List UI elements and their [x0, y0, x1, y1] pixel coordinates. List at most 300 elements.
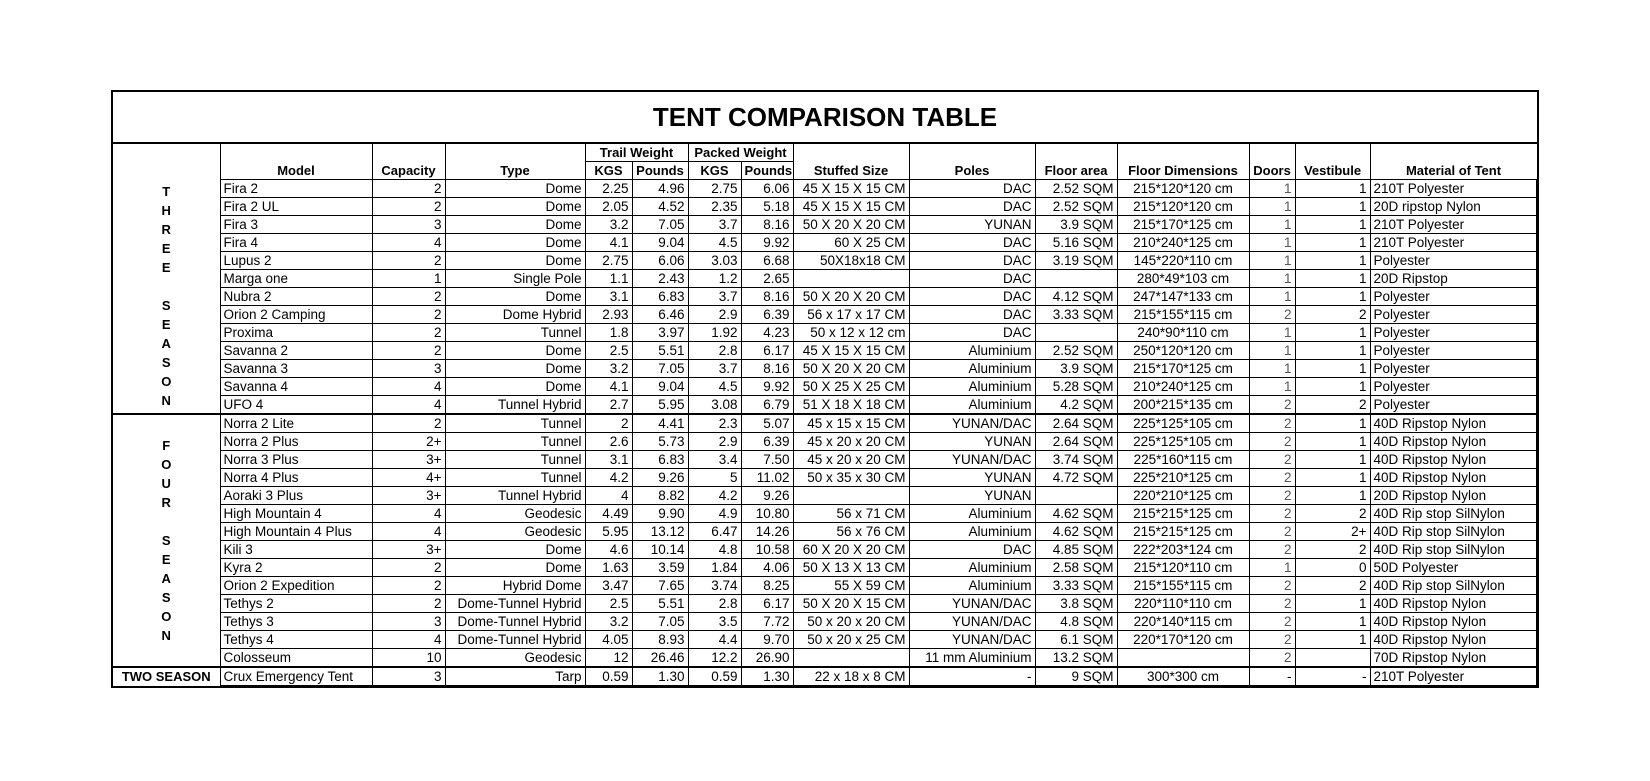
cell-vestibule: 1	[1295, 324, 1370, 342]
cell-floor-area: 6.1 SQM	[1035, 631, 1117, 649]
table-row	[113, 342, 1537, 360]
cell-doors: 2	[1249, 505, 1295, 523]
table-row	[113, 487, 1537, 505]
cell-type: Geodesic	[445, 523, 585, 541]
table-row	[113, 270, 1537, 288]
cell-floor-dimensions: 247*147*133 cm	[1117, 288, 1249, 306]
cell-material: 210T Polyester	[1370, 667, 1536, 686]
cell-stuffed-size: 56 x 71 CM	[793, 505, 909, 523]
cell-capacity: 2	[372, 288, 445, 306]
cell-trail-pounds: 6.06	[632, 252, 688, 270]
cell-type: Dome	[445, 234, 585, 252]
cell-packed-pounds: 6.17	[741, 595, 793, 613]
cell-capacity: 2	[372, 577, 445, 595]
cell-material: 70D Ripstop Nylon	[1370, 649, 1536, 668]
cell-floor-dimensions: 220*170*120 cm	[1117, 631, 1249, 649]
cell-floor-dimensions: 250*120*120 cm	[1117, 342, 1249, 360]
cell-capacity: 3+	[372, 451, 445, 469]
cell-packed-kgs: 3.4	[688, 451, 741, 469]
cell-packed-kgs: 0.59	[688, 667, 741, 686]
table-row	[113, 234, 1537, 252]
cell-poles: DAC	[909, 252, 1035, 270]
cell-floor-area	[1035, 487, 1117, 505]
cell-type: Dome	[445, 252, 585, 270]
cell-stuffed-size	[793, 649, 909, 668]
cell-type: Dome	[445, 180, 585, 198]
cell-material: Polyester	[1370, 342, 1536, 360]
cell-vestibule: 1	[1295, 613, 1370, 631]
cell-packed-kgs: 3.7	[688, 216, 741, 234]
cell-type: Dome-Tunnel Hybrid	[445, 595, 585, 613]
cell-model: Orion 2 Expedition	[220, 577, 372, 595]
cell-floor-area: 5.16 SQM	[1035, 234, 1117, 252]
cell-packed-pounds: 6.06	[741, 180, 793, 198]
cell-material: 40D Ripstop Nylon	[1370, 613, 1536, 631]
cell-vestibule: 2	[1295, 541, 1370, 559]
cell-floor-area: 13.2 SQM	[1035, 649, 1117, 668]
cell-doors: 1	[1249, 252, 1295, 270]
cell-type: Geodesic	[445, 649, 585, 668]
cell-vestibule: 1	[1295, 378, 1370, 396]
cell-floor-dimensions: 215*120*110 cm	[1117, 559, 1249, 577]
cell-packed-pounds: 5.07	[741, 414, 793, 433]
season-letter: S	[161, 298, 171, 314]
cell-floor-dimensions: 222*203*124 cm	[1117, 541, 1249, 559]
cell-trail-kgs: 3.2	[585, 613, 632, 631]
cell-poles: YUNAN/DAC	[909, 451, 1035, 469]
cell-model: Fira 3	[220, 216, 372, 234]
season-letter: O	[161, 609, 172, 624]
cell-material: 40D Rip stop SilNylon	[1370, 577, 1536, 595]
cell-doors: 1	[1249, 324, 1295, 342]
table-row	[113, 198, 1537, 216]
cell-trail-kgs: 3.47	[585, 577, 632, 595]
cell-packed-pounds: 8.16	[741, 360, 793, 378]
season-letter: S	[161, 355, 171, 371]
cell-packed-kgs: 12.2	[688, 649, 741, 668]
cell-stuffed-size: 56 x 76 CM	[793, 523, 909, 541]
cell-capacity: 2	[372, 324, 445, 342]
cell-trail-kgs: 4.6	[585, 541, 632, 559]
cell-trail-kgs: 4	[585, 487, 632, 505]
table-row	[113, 378, 1537, 396]
season-letter: O	[161, 457, 172, 472]
cell-trail-kgs: 3.2	[585, 360, 632, 378]
cell-trail-pounds: 9.04	[632, 378, 688, 396]
table-row	[113, 451, 1537, 469]
cell-floor-area: 2.52 SQM	[1035, 180, 1117, 198]
cell-packed-pounds: 8.16	[741, 288, 793, 306]
cell-packed-pounds: 9.70	[741, 631, 793, 649]
cell-vestibule	[1295, 649, 1370, 668]
cell-trail-kgs: 1.8	[585, 324, 632, 342]
cell-packed-kgs: 2.35	[688, 198, 741, 216]
cell-vestibule: 1	[1295, 216, 1370, 234]
cell-floor-area: 3.33 SQM	[1035, 577, 1117, 595]
cell-vestibule: 1	[1295, 469, 1370, 487]
season-letter: A	[161, 571, 171, 586]
cell-trail-kgs: 0.59	[585, 667, 632, 686]
cell-doors: 1	[1249, 360, 1295, 378]
cell-packed-kgs: 2.75	[688, 180, 741, 198]
cell-packed-pounds: 9.26	[741, 487, 793, 505]
cell-model: Savanna 4	[220, 378, 372, 396]
cell-vestibule: 2	[1295, 505, 1370, 523]
cell-model: Kyra 2	[220, 559, 372, 577]
cell-trail-kgs: 4.1	[585, 378, 632, 396]
cell-type: Tunnel	[445, 324, 585, 342]
cell-capacity: 4	[372, 234, 445, 252]
cell-floor-area: 2.52 SQM	[1035, 342, 1117, 360]
cell-material: Polyester	[1370, 306, 1536, 324]
cell-type: Tunnel	[445, 451, 585, 469]
cell-capacity: 2+	[372, 433, 445, 451]
cell-vestibule: 2	[1295, 306, 1370, 324]
cell-model: Nubra 2	[220, 288, 372, 306]
cell-stuffed-size: 60 X 25 CM	[793, 234, 909, 252]
cell-capacity: 2	[372, 559, 445, 577]
cell-floor-area: 4.62 SQM	[1035, 523, 1117, 541]
cell-model: High Mountain 4 Plus	[220, 523, 372, 541]
cell-capacity: 4	[372, 523, 445, 541]
cell-poles: Aluminium	[909, 342, 1035, 360]
table-row	[113, 306, 1537, 324]
cell-trail-kgs: 2.93	[585, 306, 632, 324]
cell-material: 210T Polyester	[1370, 180, 1536, 198]
cell-model: Crux Emergency Tent	[220, 667, 372, 686]
cell-model: Marga one	[220, 270, 372, 288]
cell-vestibule: 1	[1295, 360, 1370, 378]
cell-poles: YUNAN	[909, 487, 1035, 505]
cell-floor-area: 4.2 SQM	[1035, 396, 1117, 415]
cell-packed-kgs: 2.8	[688, 595, 741, 613]
cell-floor-dimensions: 225*125*105 cm	[1117, 433, 1249, 451]
cell-model: Fira 2	[220, 180, 372, 198]
cell-doors: 1	[1249, 378, 1295, 396]
cell-trail-kgs: 1.63	[585, 559, 632, 577]
cell-model: Savanna 2	[220, 342, 372, 360]
cell-material: Polyester	[1370, 378, 1536, 396]
cell-trail-pounds: 9.04	[632, 234, 688, 252]
doors-header: Doors	[1249, 162, 1295, 180]
cell-floor-dimensions: 225*125*105 cm	[1117, 414, 1249, 433]
cell-trail-pounds: 1.30	[632, 667, 688, 686]
cell-doors: 2	[1249, 541, 1295, 559]
cell-packed-pounds: 9.92	[741, 378, 793, 396]
cell-capacity: 1	[372, 270, 445, 288]
cell-material: 40D Rip stop SilNylon	[1370, 523, 1536, 541]
cell-vestibule: 1	[1295, 414, 1370, 433]
packed-kgs-header: KGS	[688, 162, 741, 180]
cell-packed-pounds: 6.17	[741, 342, 793, 360]
cell-vestibule: 1	[1295, 433, 1370, 451]
cell-material: Polyester	[1370, 360, 1536, 378]
cell-packed-pounds: 6.39	[741, 306, 793, 324]
trail-pounds-header: Pounds	[632, 162, 688, 180]
cell-poles: -	[909, 667, 1035, 686]
season-group-label	[113, 414, 220, 667]
cell-capacity: 2	[372, 180, 445, 198]
cell-packed-pounds: 4.06	[741, 559, 793, 577]
cell-trail-kgs: 2.6	[585, 433, 632, 451]
table-row	[113, 649, 1537, 668]
cell-material: Polyester	[1370, 288, 1536, 306]
cell-doors: 2	[1249, 577, 1295, 595]
cell-trail-kgs: 3.1	[585, 288, 632, 306]
cell-trail-pounds: 10.14	[632, 541, 688, 559]
cell-poles: YUNAN/DAC	[909, 631, 1035, 649]
season-letter: T	[162, 184, 171, 200]
cell-type: Tunnel Hybrid	[445, 487, 585, 505]
cell-poles: Aluminium	[909, 505, 1035, 523]
cell-trail-pounds: 4.96	[632, 180, 688, 198]
cell-doors: 1	[1249, 234, 1295, 252]
cell-trail-pounds: 6.83	[632, 451, 688, 469]
cell-doors: 2	[1249, 396, 1295, 415]
season-letter: F	[162, 438, 171, 453]
cell-trail-pounds: 7.65	[632, 577, 688, 595]
cell-model: Tethys 2	[220, 595, 372, 613]
comparison-table	[113, 144, 1537, 686]
cell-packed-kgs: 2.8	[688, 342, 741, 360]
cell-packed-pounds: 7.50	[741, 451, 793, 469]
trail-kgs-header: KGS	[585, 162, 632, 180]
cell-floor-dimensions	[1117, 649, 1249, 668]
cell-packed-kgs: 1.2	[688, 270, 741, 288]
cell-capacity: 2	[372, 198, 445, 216]
cell-doors: 1	[1249, 216, 1295, 234]
cell-trail-pounds: 5.51	[632, 342, 688, 360]
cell-floor-dimensions: 215*215*125 cm	[1117, 523, 1249, 541]
cell-material: 210T Polyester	[1370, 234, 1536, 252]
cell-material: 40D Ripstop Nylon	[1370, 451, 1536, 469]
cell-poles: YUNAN/DAC	[909, 414, 1035, 433]
cell-material: 50D Polyester	[1370, 559, 1536, 577]
cell-packed-kgs: 4.8	[688, 541, 741, 559]
cell-capacity: 4	[372, 505, 445, 523]
cell-capacity: 2	[372, 306, 445, 324]
cell-vestibule: 1	[1295, 342, 1370, 360]
cell-poles: YUNAN	[909, 433, 1035, 451]
cell-vestibule: 1	[1295, 180, 1370, 198]
cell-vestibule: 1	[1295, 487, 1370, 505]
cell-floor-area: 4.85 SQM	[1035, 541, 1117, 559]
material-header: Material of Tent	[1370, 162, 1536, 180]
tent-comparison-sheet	[111, 90, 1539, 688]
cell-type: Dome	[445, 216, 585, 234]
cell-floor-dimensions: 220*110*110 cm	[1117, 595, 1249, 613]
cell-stuffed-size: 45 x 20 x 20 CM	[793, 433, 909, 451]
cell-packed-kgs: 4.5	[688, 378, 741, 396]
cell-packed-pounds: 10.80	[741, 505, 793, 523]
cell-trail-kgs: 2	[585, 414, 632, 433]
cell-trail-kgs: 2.7	[585, 396, 632, 415]
cell-material: 40D Ripstop Nylon	[1370, 631, 1536, 649]
floor-dimensions-header: Floor Dimensions	[1117, 162, 1249, 180]
cell-model: Norra 2 Plus	[220, 433, 372, 451]
cell-type: Dome	[445, 342, 585, 360]
cell-packed-pounds: 4.23	[741, 324, 793, 342]
cell-type: Tunnel	[445, 414, 585, 433]
cell-packed-kgs: 2.3	[688, 414, 741, 433]
cell-stuffed-size: 45 X 15 X 15 CM	[793, 198, 909, 216]
cell-stuffed-size: 51 X 18 X 18 CM	[793, 396, 909, 415]
cell-vestibule: 1	[1295, 252, 1370, 270]
cell-material: 20D Ripstop Nylon	[1370, 487, 1536, 505]
cell-vestibule: 1	[1295, 595, 1370, 613]
season-letter: N	[161, 393, 171, 409]
packed-weight-header: Packed Weight	[688, 144, 793, 162]
cell-stuffed-size: 45 X 15 X 15 CM	[793, 180, 909, 198]
cell-model: Fira 4	[220, 234, 372, 252]
cell-type: Dome	[445, 360, 585, 378]
cell-doors: 1	[1249, 342, 1295, 360]
cell-trail-kgs: 2.5	[585, 342, 632, 360]
cell-poles: Aluminium	[909, 378, 1035, 396]
cell-trail-kgs: 2.05	[585, 198, 632, 216]
cell-model: Kili 3	[220, 541, 372, 559]
cell-stuffed-size: 50 x 12 x 12 cm	[793, 324, 909, 342]
cell-vestibule: 1	[1295, 451, 1370, 469]
header-row-top	[113, 144, 1537, 162]
table-row	[113, 469, 1537, 487]
cell-packed-kgs: 1.84	[688, 559, 741, 577]
cell-stuffed-size: 50 X 25 X 25 CM	[793, 378, 909, 396]
cell-material: Polyester	[1370, 396, 1536, 415]
cell-floor-dimensions: 225*160*115 cm	[1117, 451, 1249, 469]
cell-floor-dimensions: 215*120*120 cm	[1117, 198, 1249, 216]
cell-doors: 2	[1249, 451, 1295, 469]
season-letter: E	[161, 241, 171, 257]
cell-vestibule: 1	[1295, 631, 1370, 649]
season-letter: E	[161, 552, 171, 567]
cell-packed-kgs: 5	[688, 469, 741, 487]
cell-floor-area: 5.28 SQM	[1035, 378, 1117, 396]
cell-packed-pounds: 8.16	[741, 216, 793, 234]
cell-poles: Aluminium	[909, 360, 1035, 378]
season-letter	[116, 512, 217, 531]
cell-trail-pounds: 5.95	[632, 396, 688, 415]
cell-floor-area: 3.33 SQM	[1035, 306, 1117, 324]
cell-stuffed-size: 56 x 17 x 17 CM	[793, 306, 909, 324]
cell-poles: Aluminium	[909, 523, 1035, 541]
stuffed-size-header: Stuffed Size	[793, 162, 909, 180]
cell-doors: -	[1249, 667, 1295, 686]
cell-vestibule: 1	[1295, 270, 1370, 288]
cell-trail-pounds: 3.59	[632, 559, 688, 577]
cell-trail-kgs: 4.2	[585, 469, 632, 487]
cell-doors: 1	[1249, 198, 1295, 216]
cell-doors: 2	[1249, 433, 1295, 451]
season-letter: R	[161, 222, 171, 238]
cell-stuffed-size: 50 X 20 X 20 CM	[793, 360, 909, 378]
cell-trail-pounds: 9.26	[632, 469, 688, 487]
cell-floor-dimensions: 240*90*110 cm	[1117, 324, 1249, 342]
cell-type: Dome	[445, 198, 585, 216]
cell-poles: DAC	[909, 234, 1035, 252]
cell-vestibule: 1	[1295, 198, 1370, 216]
cell-material: 40D Ripstop Nylon	[1370, 595, 1536, 613]
cell-floor-dimensions: 210*240*125 cm	[1117, 234, 1249, 252]
cell-stuffed-size: 45 X 15 X 15 CM	[793, 342, 909, 360]
season-letter: U	[161, 476, 171, 491]
cell-floor-dimensions: 145*220*110 cm	[1117, 252, 1249, 270]
table-row	[113, 631, 1537, 649]
cell-model: Colosseum	[220, 649, 372, 668]
cell-vestibule: 2	[1295, 577, 1370, 595]
table-body	[113, 180, 1537, 686]
cell-trail-pounds: 7.05	[632, 216, 688, 234]
model-header: Model	[220, 162, 372, 180]
cell-trail-kgs: 1.1	[585, 270, 632, 288]
cell-floor-area: 2.52 SQM	[1035, 198, 1117, 216]
cell-stuffed-size: 50 X 20 X 20 CM	[793, 288, 909, 306]
cell-model: Proxima	[220, 324, 372, 342]
cell-floor-area: 3.8 SQM	[1035, 595, 1117, 613]
season-letter: S	[161, 590, 171, 605]
cell-packed-pounds: 8.25	[741, 577, 793, 595]
cell-doors: 1	[1249, 559, 1295, 577]
cell-model: Norra 3 Plus	[220, 451, 372, 469]
cell-trail-pounds: 7.05	[632, 360, 688, 378]
cell-stuffed-size: 22 x 18 x 8 CM	[793, 667, 909, 686]
cell-trail-kgs: 2.5	[585, 595, 632, 613]
cell-poles: YUNAN	[909, 469, 1035, 487]
cell-floor-area: 2.58 SQM	[1035, 559, 1117, 577]
cell-model: Aoraki 3 Plus	[220, 487, 372, 505]
cell-trail-pounds: 3.97	[632, 324, 688, 342]
season-group-label	[113, 180, 220, 415]
cell-doors: 2	[1249, 613, 1295, 631]
cell-trail-pounds: 4.41	[632, 414, 688, 433]
cell-trail-pounds: 8.93	[632, 631, 688, 649]
cell-stuffed-size: 50 x 35 x 30 CM	[793, 469, 909, 487]
cell-capacity: 2	[372, 342, 445, 360]
cell-floor-dimensions: 280*49*103 cm	[1117, 270, 1249, 288]
cell-material: 20D Ripstop	[1370, 270, 1536, 288]
vestibule-header: Vestibule	[1295, 162, 1370, 180]
cell-packed-kgs: 3.08	[688, 396, 741, 415]
cell-packed-pounds: 6.68	[741, 252, 793, 270]
cell-packed-kgs: 4.4	[688, 631, 741, 649]
cell-capacity: 3+	[372, 487, 445, 505]
packed-pounds-header: Pounds	[741, 162, 793, 180]
cell-capacity: 2	[372, 252, 445, 270]
cell-capacity: 2	[372, 595, 445, 613]
season-letter: N	[161, 628, 171, 643]
cell-poles: Aluminium	[909, 577, 1035, 595]
cell-doors: 2	[1249, 523, 1295, 541]
cell-floor-dimensions: 215*215*125 cm	[1117, 505, 1249, 523]
table-row	[113, 559, 1537, 577]
cell-floor-area: 3.9 SQM	[1035, 216, 1117, 234]
cell-doors: 2	[1249, 306, 1295, 324]
cell-floor-area	[1035, 270, 1117, 288]
cell-trail-pounds: 26.46	[632, 649, 688, 668]
header-row	[113, 162, 1537, 180]
cell-type: Dome Hybrid	[445, 306, 585, 324]
cell-packed-kgs: 3.7	[688, 288, 741, 306]
cell-stuffed-size: 55 X 59 CM	[793, 577, 909, 595]
cell-floor-dimensions: 215*120*120 cm	[1117, 180, 1249, 198]
cell-trail-pounds: 9.90	[632, 505, 688, 523]
cell-stuffed-size	[793, 487, 909, 505]
cell-floor-dimensions: 215*155*115 cm	[1117, 306, 1249, 324]
cell-stuffed-size: 50 x 20 x 20 CM	[793, 613, 909, 631]
cell-type: Dome	[445, 541, 585, 559]
table-row	[113, 667, 1537, 686]
cell-poles: 11 mm Aluminium	[909, 649, 1035, 668]
